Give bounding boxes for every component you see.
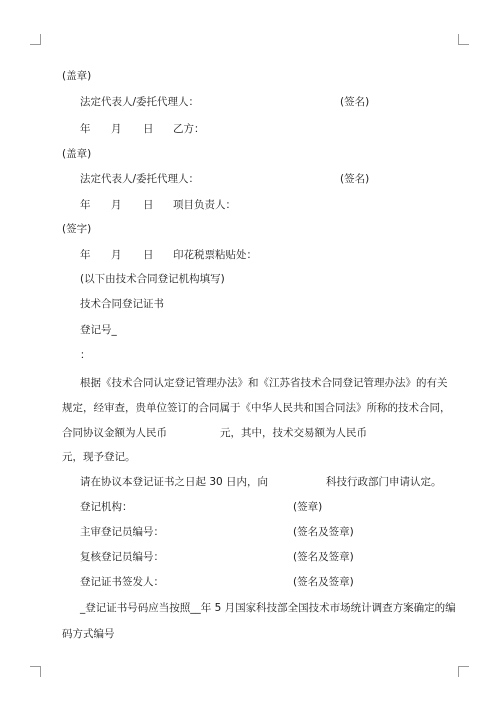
- legal-rep-label-2: 法定代表人/委托代理人：: [80, 173, 200, 185]
- crop-mark-top-right: [458, 34, 469, 45]
- paragraph-2a: 请在协议本登记证书之日起 30 日内，向: [80, 476, 269, 488]
- registration-number-label: 登记号_: [80, 324, 117, 336]
- paragraph-1-line-4: 元，现予登记。: [62, 451, 136, 463]
- crop-mark-bottom-left: [30, 666, 41, 677]
- year-label: 年: [80, 123, 91, 135]
- month-label: 月: [111, 249, 122, 261]
- month-label: 月: [111, 123, 122, 135]
- date-line-3: [80, 247, 380, 261]
- colon-line: ：: [80, 349, 91, 361]
- chief-registrar-label: 主审登记员编号：: [80, 526, 164, 538]
- paragraph-1-line-1: 根据《技术合同认定登记管理办法》和《江苏省技术合同登记管理办法》的有关: [80, 377, 448, 389]
- party-b-label: 乙方：: [173, 123, 205, 135]
- seal-label-2: (盖章): [62, 148, 92, 160]
- project-lead-label: 项目负责人：: [173, 199, 236, 211]
- legal-rep-label-1: 法定代表人/委托代理人：: [80, 96, 200, 108]
- review-registrar-label: 复核登记员编号：: [80, 551, 164, 563]
- paragraph-2b: 科技行政部门申请认定。: [326, 476, 442, 488]
- seal-label-1: (盖章): [62, 70, 92, 82]
- day-label: 日: [143, 199, 154, 211]
- registry-organ-seal: (签章): [293, 501, 323, 513]
- date-line-1: [80, 121, 380, 135]
- day-label: 日: [143, 249, 154, 261]
- footnote-line-2: 码方式编号: [62, 628, 115, 640]
- stamp-tax-label: 印花税票粘贴处：: [173, 249, 257, 261]
- footnote-line-1: _登记证书号码应当按照__年 5 月国家科技部全国技术市场统计调查方案确定的编: [80, 602, 456, 614]
- crop-mark-top-left: [30, 34, 41, 45]
- year-label: 年: [80, 249, 91, 261]
- crop-mark-bottom-right: [458, 666, 469, 677]
- paragraph-1-line-2: 规定，经审查，贵单位签订的合同属于《中华人民共和国合同法》所称的技术合同，: [62, 402, 451, 414]
- sign-label-3: (签字): [62, 223, 92, 235]
- certificate-issuer-seal: (签名及签章): [293, 576, 354, 588]
- paragraph-1-line-3a: 合同协议金额为人民币: [62, 427, 167, 439]
- date-line-2: [80, 197, 380, 211]
- certificate-issuer-label: 登记证书签发人：: [80, 576, 164, 588]
- chief-registrar-seal: (签名及签章): [293, 526, 354, 538]
- signature-label-2: (签名): [340, 173, 370, 185]
- registry-note: (以下由技术合同登记机构填写): [80, 273, 225, 285]
- day-label: 日: [143, 123, 154, 135]
- paragraph-1-line-3b: 元，其中，技术交易额为人民币: [220, 427, 367, 439]
- month-label: 月: [111, 199, 122, 211]
- review-registrar-seal: (签名及签章): [293, 551, 354, 563]
- signature-label-1: (签名): [340, 96, 370, 108]
- registry-organ-label: 登记机构：: [80, 501, 133, 513]
- certificate-title: 技术合同登记证书: [80, 298, 164, 310]
- year-label: 年: [80, 199, 91, 211]
